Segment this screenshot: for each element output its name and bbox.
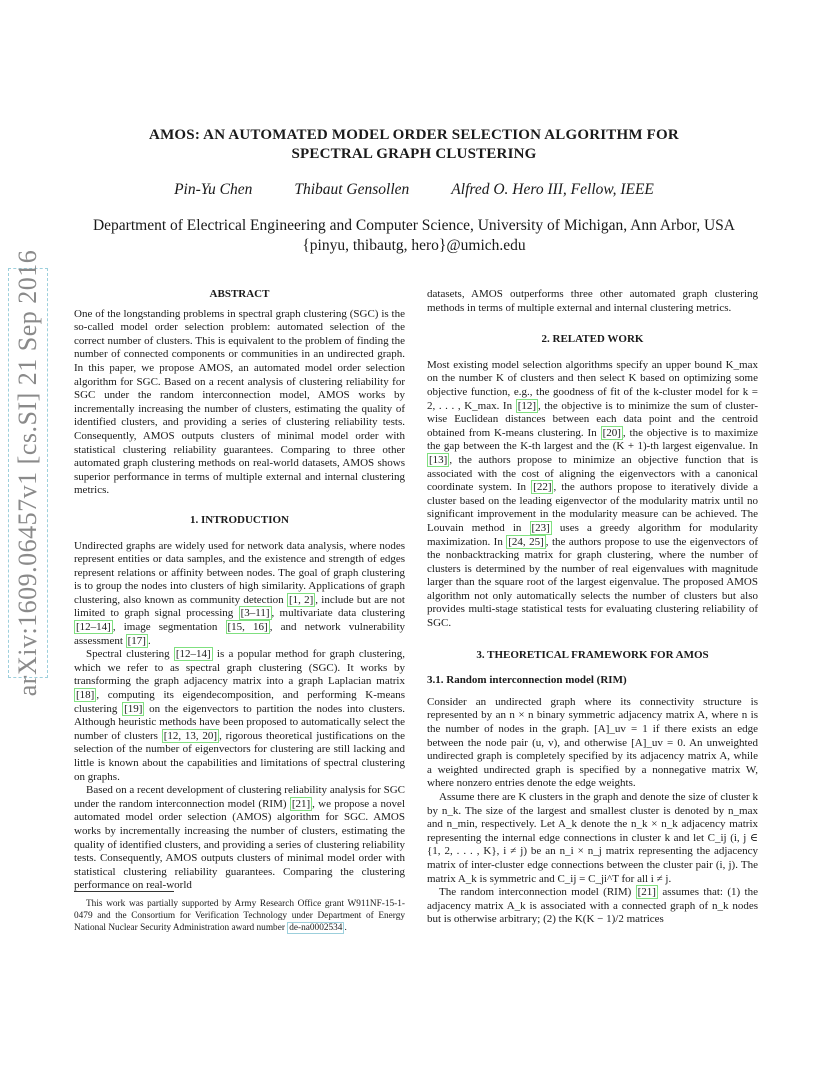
citation-link[interactable]: [17] xyxy=(127,634,146,647)
paper-title xyxy=(90,126,738,164)
citation-link[interactable]: [20] xyxy=(602,426,621,439)
rim-paragraph-2: Assume there are K clusters in the graph and denote the size of cluster k by n_k. The size of the largest and smallest cluster is denoted by n_max and n_min, respectively. Let A_k denote the n_k × n_k adjacency matrix representing the internal edge connections in cluster k and let C_ij (i, j ∈ {1, 2, . . . , K}, i ≠ j) be an n_i × n_j matrix representing the adjacency matrix of inter-cluster edge connections between the cluster pair (i, j). The matrix A_k is symmetric and C_ij = C_ji^T for all i ≠ j. xyxy=(427,791,758,885)
citation-link[interactable]: [1, 2] xyxy=(288,593,314,606)
author-2: Thibaut Gensollen xyxy=(294,181,410,198)
title-line-1: AMOS: AN AUTOMATED MODEL ORDER SELECTION ALGORITHM FOR xyxy=(149,127,679,143)
affiliation-department: Department of Electrical Engineering and Computer Science, University of Michigan, Ann Arbor, USA xyxy=(92,217,736,234)
intro-paragraph-2: Spectral clustering [12–14] is a popular method for graph clustering, which we refer to as spectral graph clustering (SGC). It works by transforming the graph adjacency matrix into a graph Laplacian matrix [18] , computing its eigendecomposition, and performing K-means clustering [19] on the eigenvectors to partition the nodes into clusters. Although heuristic methods have been proposed to automatically select the number of clusters [12, 13, 20] , rigorous theoretical justifications on the selection of the number of eigenvectors for clustering are still lacking and little is known about the capabilities and limitations of spectral clustering on graphs. xyxy=(74,648,406,783)
related-work-heading: 2. RELATED WORK xyxy=(541,333,644,346)
rim-paragraph-3: The random interconnection model (RIM) [21] assumes that: (1) the adjacency matrix A_k is associated with a connected graph of n_k nodes but is otherwise arbitrary; (2) the K(K − 1)/2 matrices xyxy=(427,886,758,926)
rim-paragraph-1: Consider an undirected graph where its connectivity structure is represented by an n × n binary symmetric adjacency matrix A, where n is the number of nodes in the graph. [A]_uv = 1 if there exists an edge between the node pair (u, v), and otherwise [A]_uv = 0. An unweighted undirected graph is completely specified by its adjacency matrix A, while a weighted undirected graph is specified by a nonnegative matrix W, where nonzero entries denote the edge weights. xyxy=(427,695,758,790)
author-list xyxy=(90,181,738,199)
theoretical-framework-heading: 3. THEORETICAL FRAMEWORK FOR AMOS xyxy=(476,648,709,661)
citation-link[interactable]: [19] xyxy=(124,702,143,715)
related-work-paragraph: Most existing model selection algorithms specify an upper bound K_max on the number K of clusters and then select K based on optimizing some objective function, e.g., the goodness of fit of the k-cluster model for k = 2, . . . , K_max. In [12] , the objective is to minimize the sum of cluster-wise Euclidean distances between each data point and the centroid obtained from K-means clustering. In [20] , the objective is to maximize the gap between the K-th largest and the (K + 1)-th largest eigenvalue. In [13] , the authors propose to minimize an objective function that is associated with the cost of aligning the eigenvectors with a canonical coordinate system. In [22] , the authors propose to iteratively divide a cluster based on the leading eigenvector of the modularity matrix until no significant improvement in the modularity measure can be achieved. The Louvain method in [23] uses a greedy algorithm for modularity maximization. In [24, 25] , the authors propose to use the eigenvectors of the nonbacktracking matrix for graph clustering, where the number of clusters is determined by the number of real eigenvalues with magnitude larger than the square root of the largest eigenvalue. The proposed AMOS algorithm not only automatically selects the number of clusters but also provides multi-stage statistical tests for evaluating clustering reliability of SGC. xyxy=(427,358,759,630)
citation-link[interactable]: [12] xyxy=(517,399,537,412)
intro-paragraph-1: Undirected graphs are widely used for network data analysis, where nodes represent entities or data samples, and the existence and strength of edges represent relations or affinity between nodes. The goal of graph clustering is to group the nodes into clusters of high similarity. Applications of graph clustering, also known as community detection [1, 2] , include but are not limited to graph signal processing [3–11] , multivariate data clustering [12–14] , image segmentation [15, 16] , and network vulnerability assessment [17] . xyxy=(74,539,406,647)
citation-link[interactable]: [3–11] xyxy=(240,607,270,620)
left-column xyxy=(74,288,405,893)
citation-link[interactable]: [15, 16] xyxy=(227,621,268,634)
right-column xyxy=(427,288,758,927)
title-line-2: SPECTRAL GRAPH CLUSTERING xyxy=(291,146,537,162)
citation-link[interactable]: [12, 13, 20] xyxy=(163,729,218,742)
arxiv-identifier: arXiv:1609.06457v1 [cs.SI] 21 Sep 2016 xyxy=(13,249,42,697)
introduction-heading: 1. INTRODUCTION xyxy=(189,513,289,526)
arxiv-identifier-stamp[interactable] xyxy=(8,249,48,697)
funding-footnote: This work was partially supported by Army Research Office grant W911NF-15-1-0479 and the Consortium for Verification Technology under Department of Energy National Nuclear Security Administration award number de-na0002534 . xyxy=(74,899,405,934)
citation-link[interactable]: [12–14] xyxy=(76,621,111,634)
citation-link[interactable]: [21] xyxy=(291,797,311,810)
citation-link[interactable]: [21] xyxy=(637,886,656,899)
abstract-text: One of the longstanding problems in spectral graph clustering (SGC) is the so-called model order selection problem: automated selection of the correct number of clusters. This is equivalent to the problem of finding the number of connected components or communities in an undirected graph. In this paper, we propose AMOS, an automated model order selection algorithm for SGC. Based on a recent analysis of clustering reliability for SGC under the random interconnection model, AMOS works by incrementally increasing the number of clusters, estimating the quality of identified clusters, and providing a series of clustering reliability tests. Consequently, AMOS outputs clusters of minimal model order with statistical clustering reliability guarantees. Comparing to three other automated graph clustering methods on real-world datasets, AMOS shows superior performance in terms of multiple external and internal clustering metrics. xyxy=(74,307,405,497)
citation-link[interactable]: [18] xyxy=(76,689,95,702)
citation-link[interactable]: [12–14] xyxy=(175,648,211,661)
affiliation-emails: {pinyu, thibautg, hero}@umich.edu xyxy=(302,237,526,254)
author-1: Pin-Yu Chen xyxy=(174,181,253,198)
author-3: Alfred O. Hero III, Fellow, IEEE xyxy=(451,181,654,198)
citation-link[interactable]: [13] xyxy=(429,453,448,466)
abstract-heading: ABSTRACT xyxy=(209,288,270,300)
footnote-rule xyxy=(74,891,174,892)
citation-link[interactable]: [22] xyxy=(533,481,552,494)
award-number-link[interactable]: de-na0002534 xyxy=(289,923,343,934)
citation-link[interactable]: [24, 25] xyxy=(508,535,544,548)
intro-paragraph-3: Based on a recent development of clustering reliability analysis for SGC under the random interconnection model (RIM) [21] , we propose a novel automated model order selection (AMOS) algorithm for SGC. AMOS works by incrementally increasing the number of clusters, estimating the quality of identified clusters, and providing a series of clustering reliability tests. Consequently, AMOS outputs clusters of minimal model order with statistical clustering reliability guarantees. Comparing the clustering performance on real-world xyxy=(74,784,405,892)
citation-link[interactable]: [23] xyxy=(531,521,550,534)
intro-continuation: datasets, AMOS outperforms three other automated graph clustering methods in terms of multiple external and internal clustering metrics. xyxy=(427,288,758,314)
affiliation xyxy=(60,216,768,256)
rim-subsection-heading: 3.1. Random interconnection model (RIM) xyxy=(427,674,627,687)
